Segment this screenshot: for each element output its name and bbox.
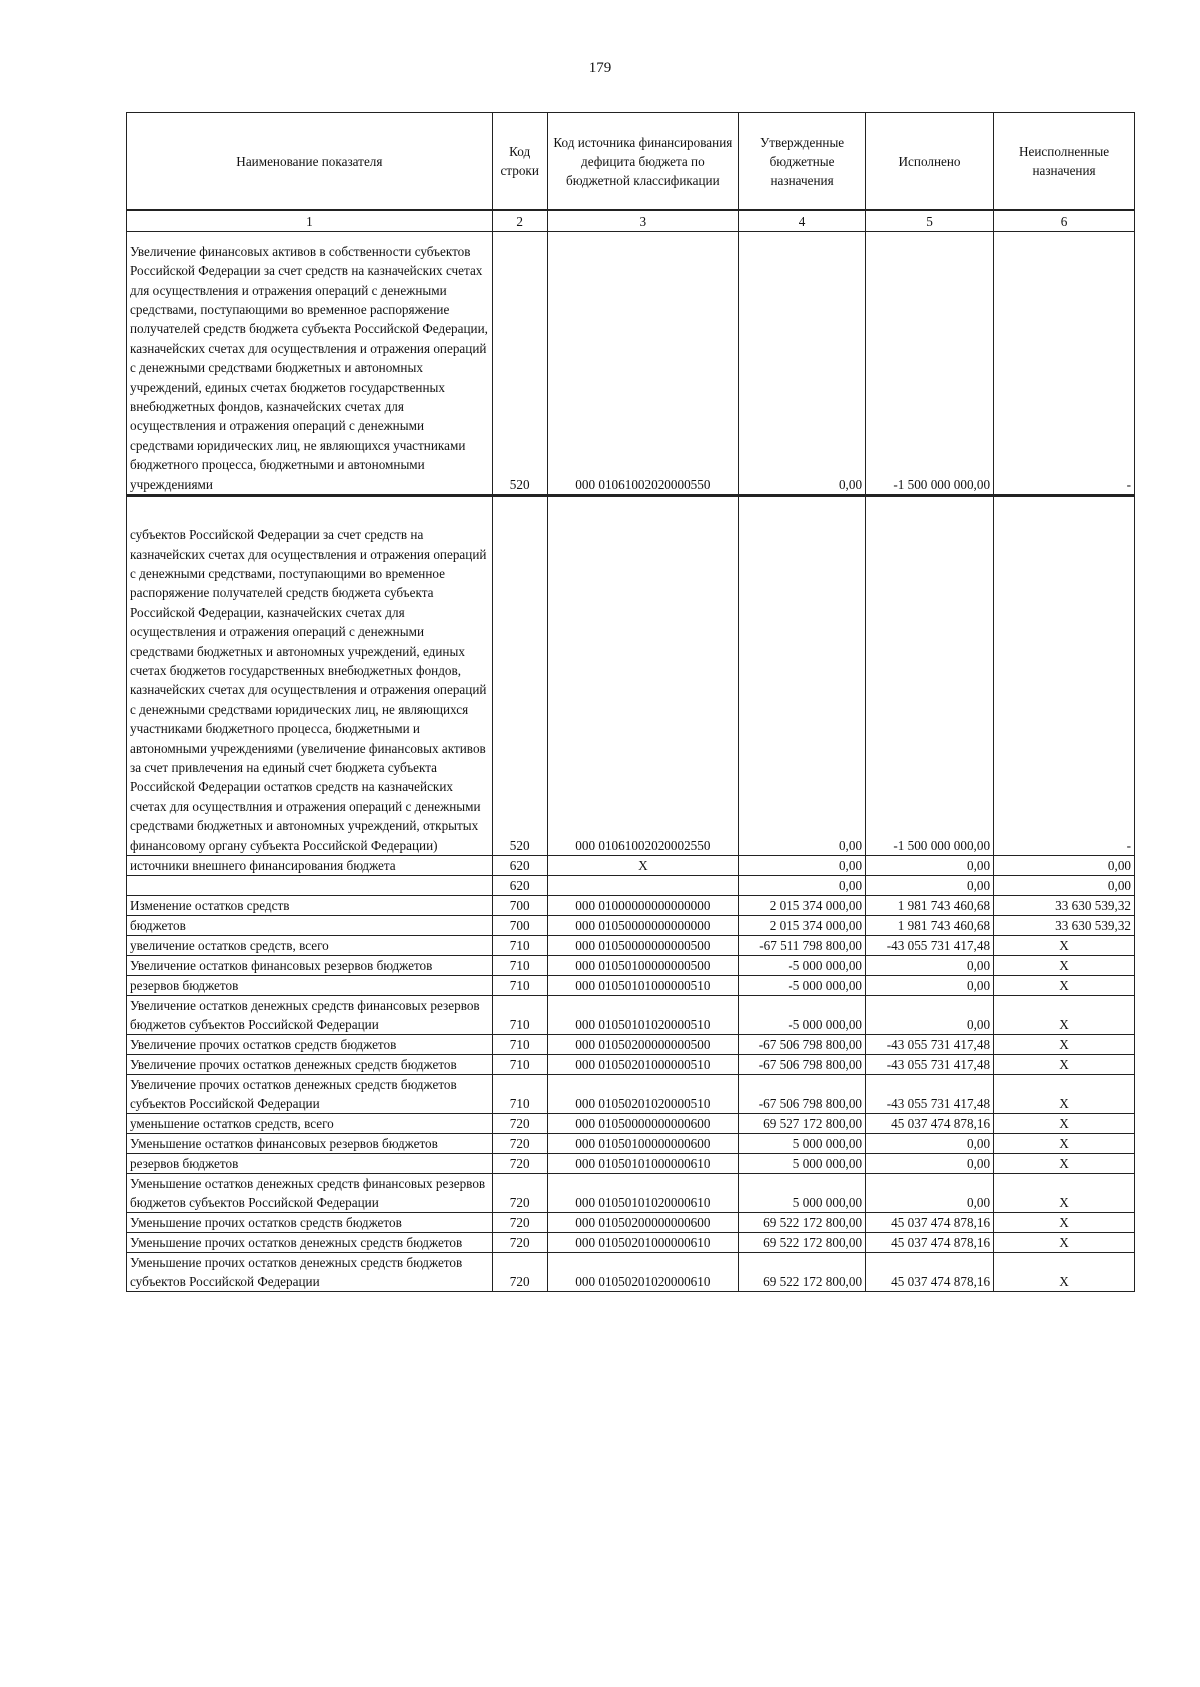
- header-indicator-name: Наименование показателя: [127, 113, 493, 211]
- row-code: 720: [492, 1134, 547, 1154]
- row-approved: -67 506 798 800,00: [739, 1055, 866, 1075]
- row-executed: 0,00: [866, 1154, 994, 1174]
- row-indicator-name: субъектов Российской Федерации за счет средств на казначейских счетах для осуществления и отражения операций с денежными средствами, поступающими во временное распоряжение получателей средств бюджета субъекта Российской Федерации, казначейских счетах для осуществления и отражения операций с денежными средствами бюджетных и автономных учреждений, единых счетах бюджетов государственных внебюджетных фондов, казначейских счетах для осуществления и отражения операций с денежными средствами юридических лиц, не являющихся участниками бюджетного процесса, бюджетными и автономными учреждениями (увеличение финансовых активов за счет привлечения на единый счет бюджета субъекта Российской Федерации остатков средств на казначейских счетах для осуществлния и отражения операций с денежными средствами бюджетных и автономных учреждений, открытых финансовому органу субъекта Российской Федерации): [127, 496, 493, 856]
- row-source-code: 000 01050000000000000: [547, 916, 738, 936]
- table-row: [127, 996, 1135, 1035]
- header-source-code: Код источника финансирования дефицита бюджета по бюджетной классификации: [547, 113, 738, 211]
- row-source-code: 000 01061002020002550: [547, 496, 738, 856]
- column-number: 2: [492, 210, 547, 232]
- row-executed: -43 055 731 417,48: [866, 1055, 994, 1075]
- row-unexecuted: 0,00: [994, 856, 1135, 876]
- table-row: [127, 1075, 1135, 1114]
- column-number: 4: [739, 210, 866, 232]
- table-row: [127, 876, 1135, 896]
- column-number: 3: [547, 210, 738, 232]
- table-row: [127, 1233, 1135, 1253]
- row-approved: -5 000 000,00: [739, 956, 866, 976]
- row-indicator-name: Уменьшение остатков денежных средств финансовых резервов бюджетов субъектов Российской Федерации: [127, 1174, 493, 1213]
- row-code: 710: [492, 996, 547, 1035]
- table-row: [127, 1035, 1135, 1055]
- row-unexecuted: X: [994, 996, 1135, 1035]
- row-indicator-name: резервов бюджетов: [127, 976, 493, 996]
- row-approved: 0,00: [739, 876, 866, 896]
- row-unexecuted: X: [994, 936, 1135, 956]
- row-indicator-name: Увеличение прочих остатков денежных средств бюджетов субъектов Российской Федерации: [127, 1075, 493, 1114]
- row-executed: 45 037 474 878,16: [866, 1233, 994, 1253]
- header-executed: Исполнено: [866, 113, 994, 211]
- row-code: 520: [492, 232, 547, 496]
- header-row: [127, 113, 1135, 211]
- row-unexecuted: X: [994, 1154, 1135, 1174]
- row-executed: 0,00: [866, 1174, 994, 1213]
- row-unexecuted: X: [994, 1035, 1135, 1055]
- row-executed: 0,00: [866, 996, 994, 1035]
- row-executed: -43 055 731 417,48: [866, 1035, 994, 1055]
- table-row: [127, 956, 1135, 976]
- row-code: 710: [492, 1055, 547, 1075]
- row-source-code: 000 01050000000000600: [547, 1114, 738, 1134]
- table-row: [127, 1213, 1135, 1233]
- row-executed: 1 981 743 460,68: [866, 916, 994, 936]
- row-source-code: 000 01050201020000510: [547, 1075, 738, 1114]
- row-source-code: 000 01000000000000000: [547, 896, 738, 916]
- row-code: 710: [492, 1035, 547, 1055]
- row-approved: -5 000 000,00: [739, 976, 866, 996]
- row-indicator-name: [127, 876, 493, 896]
- row-executed: 0,00: [866, 956, 994, 976]
- row-code: 710: [492, 956, 547, 976]
- row-code: 710: [492, 1075, 547, 1114]
- row-unexecuted: 33 630 539,32: [994, 916, 1135, 936]
- row-executed: -43 055 731 417,48: [866, 936, 994, 956]
- row-unexecuted: X: [994, 1134, 1135, 1154]
- row-approved: 69 527 172 800,00: [739, 1114, 866, 1134]
- row-code: 520: [492, 496, 547, 856]
- table-row: [127, 1253, 1135, 1292]
- header-row-code: Код строки: [492, 113, 547, 211]
- row-approved: 69 522 172 800,00: [739, 1253, 866, 1292]
- row-executed: 0,00: [866, 876, 994, 896]
- row-unexecuted: -: [994, 232, 1135, 496]
- table-row: [127, 936, 1135, 956]
- row-indicator-name: источники внешнего финансирования бюджета: [127, 856, 493, 876]
- row-executed: 0,00: [866, 976, 994, 996]
- row-approved: 0,00: [739, 856, 866, 876]
- row-executed: 45 037 474 878,16: [866, 1213, 994, 1233]
- table-row: [127, 1055, 1135, 1075]
- table-row: [127, 976, 1135, 996]
- row-unexecuted: X: [994, 1055, 1135, 1075]
- table-row: [127, 896, 1135, 916]
- table-row: [127, 1134, 1135, 1154]
- table-row: [127, 496, 1135, 856]
- row-approved: 5 000 000,00: [739, 1134, 866, 1154]
- page-number: 179: [588, 60, 612, 76]
- row-source-code: 000 01050201020000610: [547, 1253, 738, 1292]
- row-code: 720: [492, 1114, 547, 1134]
- column-number: 6: [994, 210, 1135, 232]
- row-approved: 2 015 374 000,00: [739, 916, 866, 936]
- row-executed: -1 500 000 000,00: [866, 232, 994, 496]
- row-code: 720: [492, 1174, 547, 1213]
- row-unexecuted: X: [994, 976, 1135, 996]
- row-indicator-name: Увеличение остатков денежных средств финансовых резервов бюджетов субъектов Российской Федерации: [127, 996, 493, 1035]
- table-row: [127, 1114, 1135, 1134]
- row-indicator-name: Уменьшение остатков финансовых резервов бюджетов: [127, 1134, 493, 1154]
- table-row: [127, 916, 1135, 936]
- row-source-code: 000 01050201000000510: [547, 1055, 738, 1075]
- budget-execution-table: [126, 112, 1135, 1292]
- header-unexecuted: Неисполненные назначения: [994, 113, 1135, 211]
- row-indicator-name: увеличение остатков средств, всего: [127, 936, 493, 956]
- row-source-code: 000 01050000000000500: [547, 936, 738, 956]
- row-source-code: 000 01050200000000600: [547, 1213, 738, 1233]
- row-approved: 5 000 000,00: [739, 1154, 866, 1174]
- row-approved: -5 000 000,00: [739, 996, 866, 1035]
- column-number: 5: [866, 210, 994, 232]
- row-code: 720: [492, 1233, 547, 1253]
- table-row: [127, 1154, 1135, 1174]
- row-executed: 45 037 474 878,16: [866, 1253, 994, 1292]
- row-source-code: 000 01050201000000610: [547, 1233, 738, 1253]
- row-approved: 0,00: [739, 496, 866, 856]
- row-code: 620: [492, 876, 547, 896]
- row-unexecuted: -: [994, 496, 1135, 856]
- row-approved: 2 015 374 000,00: [739, 896, 866, 916]
- row-unexecuted: 0,00: [994, 876, 1135, 896]
- row-approved: 69 522 172 800,00: [739, 1233, 866, 1253]
- row-approved: -67 506 798 800,00: [739, 1075, 866, 1114]
- row-code: 720: [492, 1213, 547, 1233]
- row-indicator-name: Увеличение остатков финансовых резервов бюджетов: [127, 956, 493, 976]
- row-indicator-name: уменьшение остатков средств, всего: [127, 1114, 493, 1134]
- row-unexecuted: 33 630 539,32: [994, 896, 1135, 916]
- table-body: [127, 210, 1135, 1292]
- row-executed: -43 055 731 417,48: [866, 1075, 994, 1114]
- row-unexecuted: X: [994, 1174, 1135, 1213]
- table-row: [127, 232, 1135, 496]
- row-unexecuted: X: [994, 956, 1135, 976]
- row-indicator-name: Уменьшение прочих остатков средств бюджетов: [127, 1213, 493, 1233]
- row-indicator-name: резервов бюджетов: [127, 1154, 493, 1174]
- header-approved: Утвержденные бюджетные назначения: [739, 113, 866, 211]
- row-approved: 5 000 000,00: [739, 1174, 866, 1213]
- table-row: [127, 1174, 1135, 1213]
- row-approved: -67 511 798 800,00: [739, 936, 866, 956]
- column-number: 1: [127, 210, 493, 232]
- row-source-code: 000 01050101020000610: [547, 1174, 738, 1213]
- row-code: 720: [492, 1154, 547, 1174]
- row-source-code: X: [547, 856, 738, 876]
- row-source-code: 000 01050100000000500: [547, 956, 738, 976]
- row-source-code: [547, 876, 738, 896]
- row-code: 700: [492, 916, 547, 936]
- table-row: [127, 856, 1135, 876]
- row-unexecuted: X: [994, 1075, 1135, 1114]
- row-indicator-name: Увеличение прочих остатков средств бюджетов: [127, 1035, 493, 1055]
- row-unexecuted: X: [994, 1213, 1135, 1233]
- row-unexecuted: X: [994, 1114, 1135, 1134]
- row-unexecuted: X: [994, 1233, 1135, 1253]
- row-source-code: 000 01061002020000550: [547, 232, 738, 496]
- row-source-code: 000 01050101020000510: [547, 996, 738, 1035]
- row-source-code: 000 01050101000000610: [547, 1154, 738, 1174]
- column-number-row: [127, 210, 1135, 232]
- row-code: 710: [492, 936, 547, 956]
- row-approved: -67 506 798 800,00: [739, 1035, 866, 1055]
- row-indicator-name: Уменьшение прочих остатков денежных средств бюджетов субъектов Российской Федерации: [127, 1253, 493, 1292]
- row-source-code: 000 01050101000000510: [547, 976, 738, 996]
- row-unexecuted: X: [994, 1253, 1135, 1292]
- row-code: 720: [492, 1253, 547, 1292]
- row-executed: 0,00: [866, 1134, 994, 1154]
- row-approved: 0,00: [739, 232, 866, 496]
- row-code: 620: [492, 856, 547, 876]
- row-executed: 45 037 474 878,16: [866, 1114, 994, 1134]
- row-code: 700: [492, 896, 547, 916]
- row-source-code: 000 01050200000000500: [547, 1035, 738, 1055]
- row-indicator-name: Изменение остатков средств: [127, 896, 493, 916]
- row-executed: -1 500 000 000,00: [866, 496, 994, 856]
- row-indicator-name: Уменьшение прочих остатков денежных средств бюджетов: [127, 1233, 493, 1253]
- row-source-code: 000 01050100000000600: [547, 1134, 738, 1154]
- row-indicator-name: Увеличение прочих остатков денежных средств бюджетов: [127, 1055, 493, 1075]
- row-code: 710: [492, 976, 547, 996]
- row-executed: 0,00: [866, 856, 994, 876]
- row-indicator-name: Увеличение финансовых активов в собственности субъектов Российской Федерации за счет средств на казначейских счетах для осуществления и отражения операций с денежными средствами, поступающими во временное распоряжение получателей средств бюджета субъекта Российской Федерации, казначейских счетах для осуществления и отражения операций с денежными средствами бюджетных и автономных учреждений, единых счетах бюджетов государственных внебюджетных фондов, казначейских счетах для осуществления и отражения операций с денежными средствами юридических лиц, не являющихся участниками бюджетного процесса, бюджетными и автономными учреждениями: [127, 232, 493, 496]
- row-approved: 69 522 172 800,00: [739, 1213, 866, 1233]
- row-indicator-name: бюджетов: [127, 916, 493, 936]
- row-executed: 1 981 743 460,68: [866, 896, 994, 916]
